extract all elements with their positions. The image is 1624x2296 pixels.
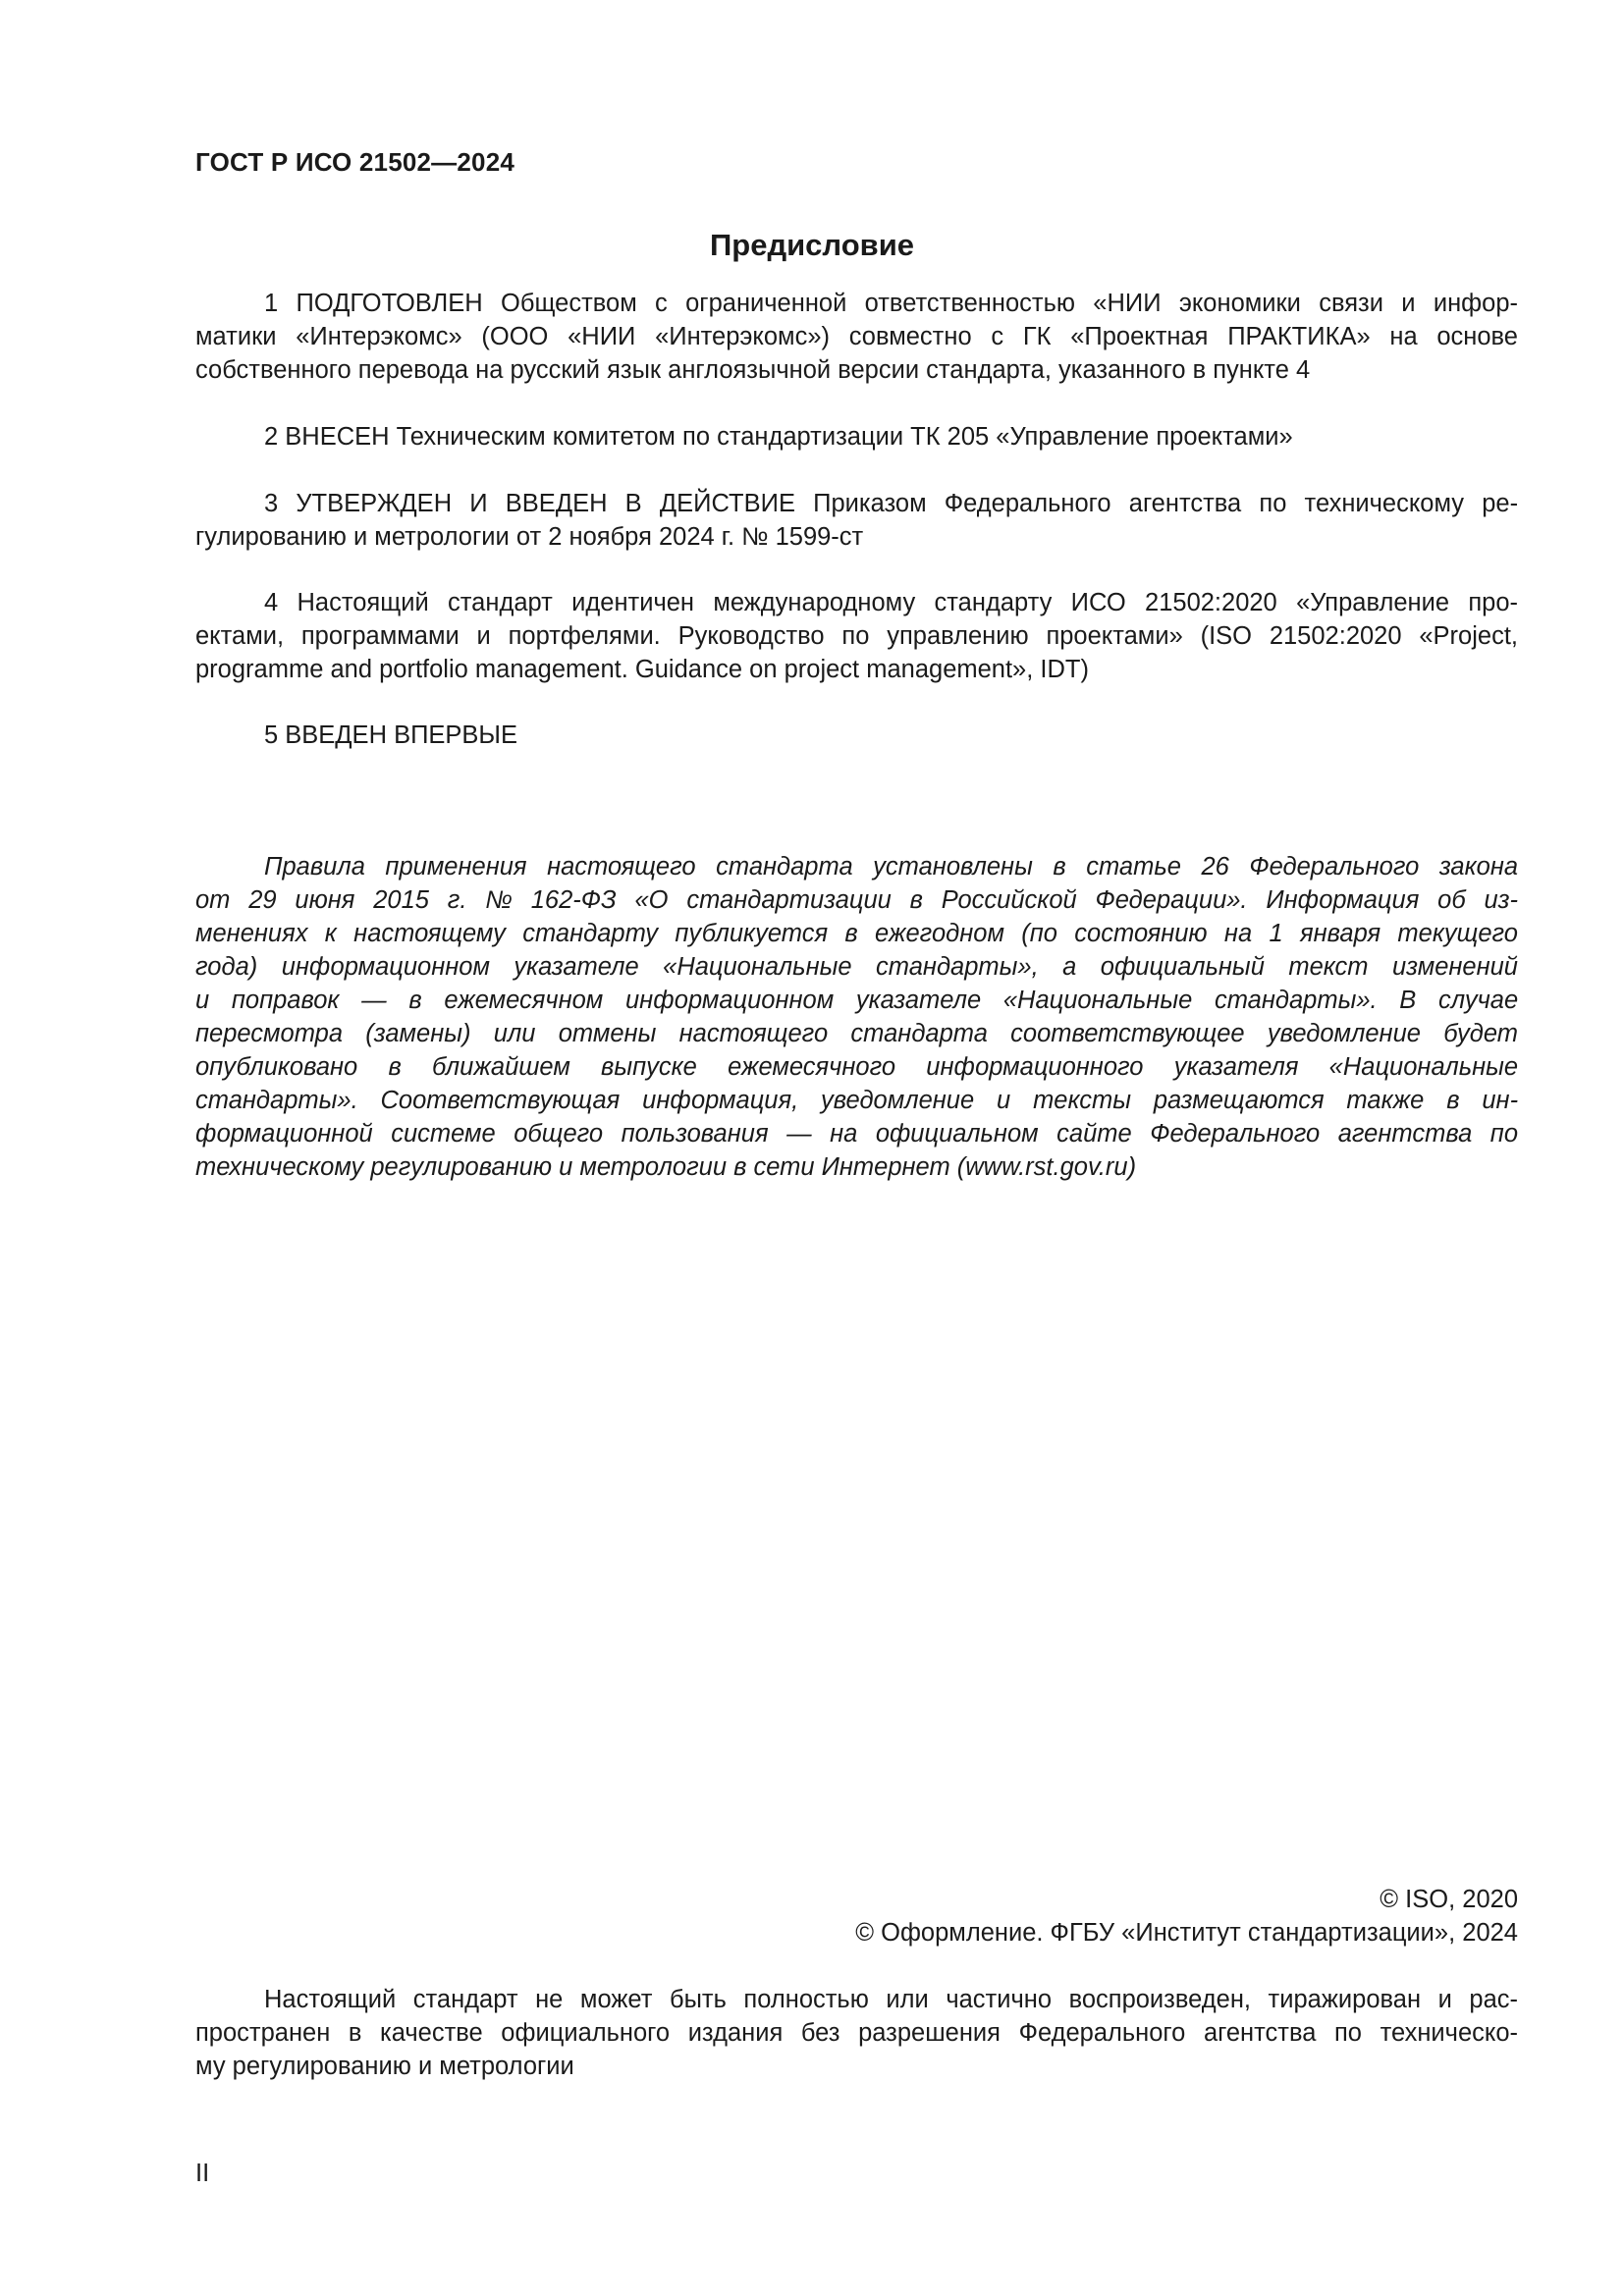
preface-item-3 <box>195 487 1518 554</box>
rules-notice-line: менениях к настоящему стандарту публикуется в ежегодном (по состоянию на 1 января текущего <box>195 920 1518 947</box>
rules-notice-line: пересмотра (замены) или отмены настоящего стандарта соответствующее уведомление будет <box>195 1020 1518 1047</box>
preface-item-line: 3 УТВЕРЖДЕН И ВВЕДЕН В ДЕЙСТВИЕ Приказом Федерального агентства по техническому ре- <box>264 490 1519 517</box>
preface-item-line: 5 ВВЕДЕН ВПЕРВЫЕ <box>264 721 518 749</box>
page-number: II <box>195 2160 210 2187</box>
preface-item-line: 2 ВНЕСЕН Техническим комитетом по стандартизации ТК 205 «Управление проектами» <box>264 423 1293 451</box>
rules-notice-line: года) информационном указателе «Национальные стандарты», а официальный текст изменений <box>195 953 1518 981</box>
preface-item-4 <box>195 586 1518 686</box>
reproduction-notice <box>195 1983 1518 2083</box>
standard-code-header: ГОСТ Р ИСО 21502—2024 <box>195 147 515 177</box>
preface-item-2 <box>195 420 1518 454</box>
preface-item-line: 4 Настоящий стандарт идентичен международному стандарту ИСО 21502:2020 «Управление про- <box>264 589 1518 616</box>
rules-notice-line: стандарты». Соответствующая информация, уведомление и тексты размещаются также в ин- <box>195 1087 1519 1114</box>
rules-notice-line: техническому регулированию и метрологии в сети Интернет (www.rst.gov.ru) <box>195 1153 1137 1181</box>
rules-notice-line: и поправок — в ежемесячном информационном указателе «Национальные стандарты». В случае <box>195 987 1519 1014</box>
preface-item-line: programme and portfolio management. Guidance on project management», IDT) <box>195 656 1089 683</box>
reproduction-notice-line: му регулированию и метрологии <box>195 2053 574 2080</box>
preface-item-line: ектами, программами и портфелями. Руководство по управлению проектами» (ISO 21502:2020 «Project, <box>195 622 1518 650</box>
preface-item-1 <box>195 287 1518 387</box>
preface-item-line: матики «Интерэкомс» (ООО «НИИ «Интерэкомс») совместно с ГК «Проектная ПРАКТИКА» на основе <box>195 323 1518 350</box>
preface-item-line: 1 ПОДГОТОВЛЕН Обществом с ограниченной ответственностью «НИИ экономики связи и инфор- <box>264 290 1518 317</box>
rules-notice-line: опубликовано в ближайшем выпуске ежемесячного информационного указателя «Национальные <box>195 1053 1519 1081</box>
preface-item-5 <box>195 719 1518 752</box>
preface-item-line: собственного перевода на русский язык англоязычной версии стандарта, указанного в пункте 4 <box>195 356 1311 384</box>
copyright-design: © Оформление. ФГБУ «Институт стандартизации», 2024 <box>855 1919 1518 1947</box>
rules-notice <box>195 850 1518 1184</box>
rules-notice-line: Правила применения настоящего стандарта установлены в статье 26 Федерального закона <box>264 853 1519 881</box>
page-title: Предисловие <box>709 228 914 262</box>
rules-notice-line: формационной системе общего пользования — на официальном сайте Федерального агентства по <box>195 1120 1518 1148</box>
copyright-iso: © ISO, 2020 <box>1380 1886 1518 1913</box>
reproduction-notice-line: пространен в качестве официального издания без разрешения Федерального агентства по техническо- <box>195 2019 1518 2047</box>
rules-notice-line: от 29 июня 2015 г. № 162-ФЗ «О стандартизации в Российской Федерации». Информация об из- <box>195 886 1518 914</box>
reproduction-notice-line: Настоящий стандарт не может быть полностью или частично воспроизведен, тиражирован и рас- <box>264 1986 1518 2013</box>
preface-item-line: гулированию и метрологии от 2 ноября 2024 г. № 1599-ст <box>195 523 864 551</box>
